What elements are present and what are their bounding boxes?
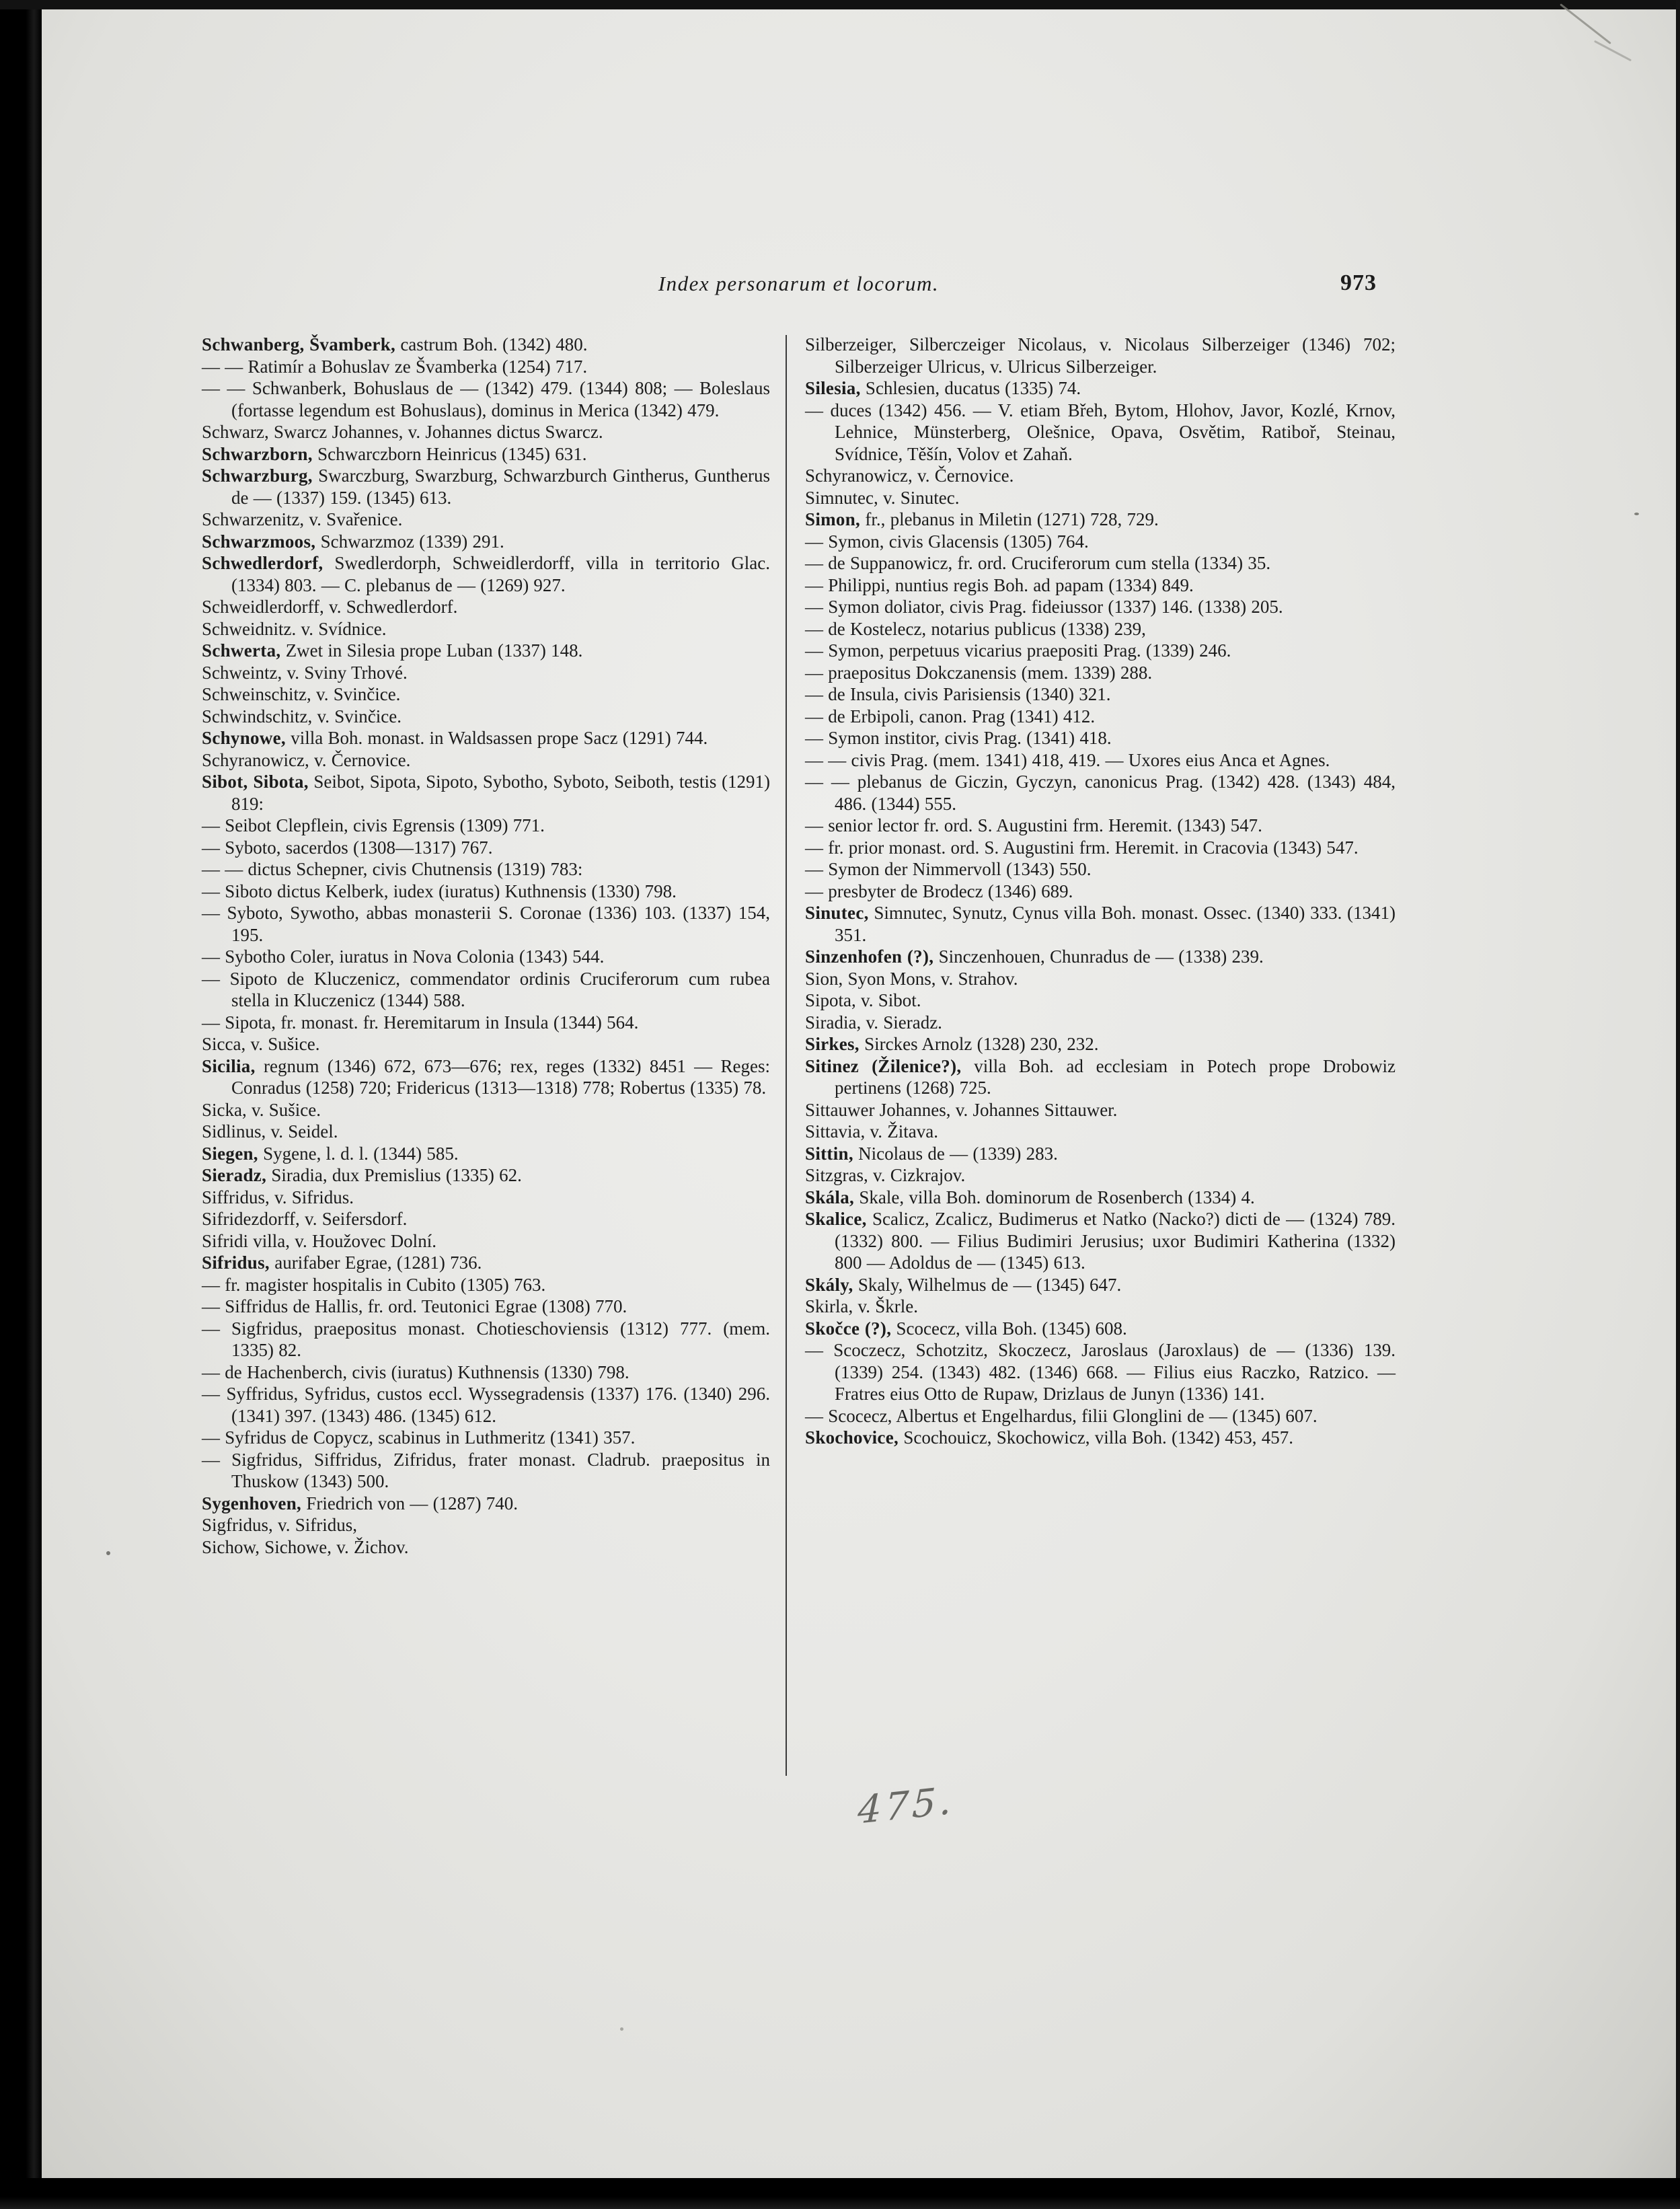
index-entry: Sichow, Sichowe, v. Žichov.: [202, 1536, 409, 1557]
index-entry: Sieradz, Siradia, dux Premislius (1335) 62.: [202, 1165, 522, 1185]
index-column-left: [202, 334, 770, 1558]
index-entry: — fr. prior monast. ord. S. Augustini frm. Heremit. in Cracovia (1343) 547.: [805, 837, 1359, 858]
column-divider-rule: [786, 335, 787, 1776]
index-entry: Sittauwer Johannes, v. Johannes Sittauwer.: [805, 1099, 1118, 1120]
entry-headword: Sitinez (Žilenice?),: [805, 1055, 962, 1076]
index-entry: Sirkes, Sirckes Arnolz (1328) 230, 232.: [805, 1034, 1099, 1054]
index-entry: — Sipota, fr. monast. fr. Heremitarum in Insula (1344) 564.: [202, 1012, 639, 1033]
index-entry: Skalice, Scalicz, Zcalicz, Budimerus et Natko (Nacko?) dicti de — (1324) 789. (1332) 800. — Filius Budimiri Jerusius; uxor Budimiri Katherina (1332) 800 — Adoldus de — (1345) 613.: [805, 1209, 1396, 1273]
index-entry: — Sipoto de Kluczenicz, commendator ordinis Cruciferorum cum rubea stella in Kluczenicz (1344) 588.: [202, 968, 770, 1010]
entry-headword: Schwedlerdorf,: [202, 553, 323, 573]
entry-headword: Skály,: [805, 1274, 853, 1295]
index-entry: — Philippi, nuntius regis Boh. ad papam (1334) 849.: [805, 574, 1194, 595]
entry-headword: Skalice,: [805, 1209, 867, 1229]
scan-edge-left: [0, 0, 42, 2209]
index-entry: — Syffridus, Syfridus, custos eccl. Wyssegradensis (1337) 176. (1340) 296. (1341) 397. (1343) 486. (1345) 612.: [202, 1384, 770, 1426]
index-entry: Schwanberg, Švamberk, castrum Boh. (1342) 480.: [202, 334, 588, 354]
page-content: [202, 270, 1396, 1833]
index-entry: Schwedlerdorf, Swedlerdorph, Schweidlerdorff, villa in territorio Glac. (1334) 803. — C. plebanus de — (1269) 927.: [202, 553, 770, 595]
index-entry: Siffridus, v. Sifridus.: [202, 1187, 354, 1207]
entry-headword: Schynowe,: [202, 728, 286, 748]
index-entry: — de Hachenberch, civis (iuratus) Kuthnensis (1330) 798.: [202, 1361, 629, 1382]
index-entry: Sicilia, regnum (1346) 672, 673—676; rex, reges (1332) 8451 — Reges: Conradus (1258) 720; Fridericus (1313—1318) 778; Robertus (1335) 78.: [202, 1055, 770, 1098]
index-entry: — de Suppanowicz, fr. ord. Cruciferorum cum stella (1334) 35.: [805, 553, 1271, 573]
index-entry: Skochovice, Scochouicz, Skochowicz, villa Boh. (1342) 453, 457.: [805, 1427, 1293, 1448]
entry-headword: Sieradz,: [202, 1165, 267, 1185]
entry-headword: Silesia,: [805, 378, 861, 398]
index-entry: Schweinschitz, v. Svinčice.: [202, 684, 401, 704]
index-entry: — Symon, civis Glacensis (1305) 764.: [805, 531, 1089, 552]
index-entry: — Symon der Nimmervoll (1343) 550.: [805, 859, 1092, 879]
entry-headword: Simon,: [805, 509, 861, 529]
index-entry: — Scoczecz, Schotzitz, Skoczecz, Jaroslaus (Jaroxlaus) de — (1336) 139. (1339) 254. (1343) 482. (1346) 668. — Filius eius Raczko, Ratzico. — Fratres eius Otto de Rupaw, Drizlaus de Junyn (1336) 141.: [805, 1340, 1396, 1404]
entry-headword: Siegen,: [202, 1143, 258, 1164]
index-entry: Sifridus, aurifaber Egrae, (1281) 736.: [202, 1252, 482, 1273]
index-column-right: [805, 334, 1396, 1558]
index-entry: Schweidlerdorff, v. Schwedlerdorf.: [202, 597, 458, 617]
index-entry: — Seibot Clepflein, civis Egrensis (1309) 771.: [202, 815, 545, 835]
index-entry: Schwerta, Zwet in Silesia prope Luban (1337) 148.: [202, 640, 583, 661]
entry-headword: Skála,: [805, 1187, 855, 1207]
index-entry: — — plebanus de Giczin, Gyczyn, canonicus Prag. (1342) 428. (1343) 484, 486. (1344) 555.: [805, 772, 1396, 814]
entry-headword: Sygenhoven,: [202, 1493, 302, 1513]
index-entry: Schwindschitz, v. Svinčice.: [202, 706, 402, 726]
index-entry: Simon, fr., plebanus in Miletin (1271) 728, 729.: [805, 509, 1159, 529]
index-entry: Silberzeiger, Silberczeiger Nicolaus, v. Nicolaus Silberzeiger (1346) 702; Silberzeiger Ulricus, v. Ulricus Silberzeiger.: [805, 334, 1396, 377]
index-entry: — — dictus Schepner, civis Chutnensis (1319) 783:: [202, 859, 583, 879]
index-entry: Schweintz, v. Sviny Trhové.: [202, 662, 408, 683]
index-entry: Sitinez (Žilenice?), villa Boh. ad ecclesiam in Potech prope Drobowiz pertinens (1268) 725.: [805, 1055, 1396, 1098]
index-entry: — Sigfridus, Siffridus, Zifridus, frater monast. Cladrub. praepositus in Thuskow (1343) 500.: [202, 1449, 770, 1491]
entry-headword: Sinutec,: [805, 903, 869, 923]
scan-artifact-squiggle: [1560, 3, 1611, 44]
index-entry: Sinzenhofen (?), Sinczenhouen, Chunradus de — (1338) 239.: [805, 946, 1264, 967]
index-entry: Sipota, v. Sibot.: [805, 990, 921, 1010]
index-entry: Sittavia, v. Žitava.: [805, 1121, 938, 1141]
index-entry: — Sybotho Coler, iuratus in Nova Colonia (1343) 544.: [202, 946, 605, 967]
index-entry: Skočce (?), Scocecz, villa Boh. (1345) 608.: [805, 1318, 1127, 1339]
index-entry: Schynowe, villa Boh. monast. in Waldsassen prope Sacz (1291) 744.: [202, 728, 708, 748]
index-entry: — Siboto dictus Kelberk, iudex (iuratus) Kuthnensis (1330) 798.: [202, 881, 677, 901]
scan-artifact-speck: [620, 2027, 623, 2031]
index-entry: Sicca, v. Sušice.: [202, 1034, 320, 1054]
index-entry: Schweidnitz. v. Svídnice.: [202, 618, 387, 639]
index-entry: — Sigfridus, praepositus monast. Chotieschoviensis (1312) 777. (mem. 1335) 82.: [202, 1318, 770, 1360]
entry-headword: Skochovice,: [805, 1427, 899, 1448]
index-entry: — duces (1342) 456. — V. etiam Břeh, Bytom, Hlohov, Javor, Kozlé, Krnov, Lehnice, Münsterberg, Olešnice, Opava, Osvětim, Ratiboř, Steinau, Svídnice, Těšín, Volov et Zahaň.: [805, 400, 1396, 464]
index-entry: — Symon doliator, civis Prag. fideiussor (1337) 146. (1338) 205.: [805, 597, 1283, 617]
entry-headword: Sirkes,: [805, 1034, 860, 1054]
entry-headword: Sicilia,: [202, 1055, 256, 1076]
index-entry: — Syboto, Sywotho, abbas monasterii S. Coronae (1336) 103. (1337) 154, 195.: [202, 903, 770, 945]
index-entry: Sibot, Sibota, Seibot, Sipota, Sipoto, Sybotho, Syboto, Seiboth, testis (1291) 819:: [202, 772, 770, 814]
entry-headword: Schwerta,: [202, 640, 281, 661]
running-head: [202, 272, 1396, 300]
index-entry: Schwarzburg, Swarczburg, Swarzburg, Schwarzburch Gintherus, Guntherus de — (1337) 159. (1345) 613.: [202, 465, 770, 508]
entry-headword: Sifridus,: [202, 1252, 270, 1273]
entry-headword: Skočce (?),: [805, 1318, 892, 1339]
index-entry: — Syfridus de Copycz, scabinus in Luthmeritz (1341) 357.: [202, 1427, 636, 1448]
index-entry: Sitzgras, v. Cizkrajov.: [805, 1165, 966, 1185]
index-entry: Sifridi villa, v. Houžovec Dolní.: [202, 1230, 436, 1251]
handwritten-annotation: 475.: [857, 1779, 956, 1833]
entry-headword: Sittin,: [805, 1143, 853, 1164]
index-entry: Sigfridus, v. Sifridus,: [202, 1515, 358, 1535]
index-entry: — — Ratimír a Bohuslav ze Švamberka (1254) 717.: [202, 356, 588, 377]
scan-artifact-speck: [106, 1551, 110, 1555]
index-entry: — de Insula, civis Parisiensis (1340) 321.: [805, 684, 1111, 704]
index-entry: — senior lector fr. ord. S. Augustini frm. Heremit. (1343) 547.: [805, 815, 1262, 835]
index-entry: — Scocecz, Albertus et Engelhardus, filii Glonglini de — (1345) 607.: [805, 1405, 1318, 1426]
entry-headword: Schwarzmoos,: [202, 531, 316, 552]
index-entry: Sicka, v. Sušice.: [202, 1099, 321, 1120]
index-entry: Schyranowicz, v. Černovice.: [805, 465, 1014, 486]
index-entry: — Symon, perpetuus vicarius praepositi Prag. (1339) 246.: [805, 640, 1231, 661]
index-entry: — de Kostelecz, notarius publicus (1338) 239,: [805, 618, 1146, 639]
index-entry: Sion, Syon Mons, v. Strahov.: [805, 968, 1018, 989]
entry-headword: Sinzenhofen (?),: [805, 946, 934, 967]
scan-artifact-squiggle: [1594, 40, 1632, 62]
page-number: 973: [1340, 270, 1377, 295]
index-entry: — presbyter de Brodecz (1346) 689.: [805, 881, 1073, 901]
scan-artifact-speck: [1634, 513, 1639, 515]
index-entry: — Syboto, sacerdos (1308—1317) 767.: [202, 837, 493, 858]
index-entry: Schwarzmoos, Schwarzmoz (1339) 291.: [202, 531, 504, 552]
entry-headword: Sibot, Sibota,: [202, 772, 309, 792]
scan-edge-top: [0, 0, 1680, 9]
index-entry: — de Erbipoli, canon. Prag (1341) 412.: [805, 706, 1096, 726]
index-entry: Sinutec, Simnutec, Synutz, Cynus villa Boh. monast. Ossec. (1340) 333. (1341) 351.: [805, 903, 1396, 945]
index-entry: Simnutec, v. Sinutec.: [805, 487, 960, 508]
index-entry: Skála, Skale, villa Boh. dominorum de Rosenberch (1334) 4.: [805, 1187, 1255, 1207]
index-entry: Skály, Skaly, Wilhelmus de — (1345) 647.: [805, 1274, 1122, 1295]
entry-headword: Schwarzborn,: [202, 443, 313, 464]
index-entry: — — Schwanberk, Bohuslaus de — (1342) 479. (1344) 808; — Boleslaus (fortasse legendum est Bohuslaus), dominus in Merica (1342) 479.: [202, 378, 770, 420]
entry-headword: Schwanberg, Švamberk,: [202, 334, 396, 354]
page-header-title: Index personarum et locorum.: [658, 272, 940, 295]
index-entry: Schyranowicz, v. Černovice.: [202, 749, 411, 770]
index-entry: Siegen, Sygene, l. d. l. (1344) 585.: [202, 1143, 459, 1164]
scan-edge-bottom: [0, 2178, 1680, 2209]
book-page-paper: [42, 9, 1676, 2178]
index-entry: Sygenhoven, Friedrich von — (1287) 740.: [202, 1493, 519, 1513]
index-entry: Silesia, Schlesien, ducatus (1335) 74.: [805, 378, 1081, 398]
index-entry: Sidlinus, v. Seidel.: [202, 1121, 338, 1141]
index-entry: Schwarzenitz, v. Svařenice.: [202, 509, 403, 529]
index-entry: — Siffridus de Hallis, fr. ord. Teutonici Egrae (1308) 770.: [202, 1296, 627, 1316]
index-entry: Schwarz, Swarcz Johannes, v. Johannes dictus Swarcz.: [202, 422, 603, 442]
index-entry: — fr. magister hospitalis in Cubito (1305) 763.: [202, 1274, 546, 1295]
index-entry: — — civis Prag. (mem. 1341) 418, 419. — Uxores eius Anca et Agnes.: [805, 749, 1330, 770]
index-entry: Siradia, v. Sieradz.: [805, 1012, 942, 1033]
index-entry: Schwarzborn, Schwarczborn Heinricus (1345) 631.: [202, 443, 587, 464]
index-entry: — praepositus Dokczanensis (mem. 1339) 288.: [805, 662, 1153, 683]
entry-headword: Schwarzburg,: [202, 465, 313, 486]
index-columns: [202, 334, 1396, 1558]
index-entry: Sittin, Nicolaus de — (1339) 283.: [805, 1143, 1058, 1164]
scan-edge-right: [1676, 0, 1680, 2209]
index-entry: Skirla, v. Škrle.: [805, 1296, 918, 1316]
index-entry: — Symon institor, civis Prag. (1341) 418.: [805, 728, 1112, 748]
index-entry: Sifridezdorff, v. Seifersdorf.: [202, 1209, 408, 1229]
